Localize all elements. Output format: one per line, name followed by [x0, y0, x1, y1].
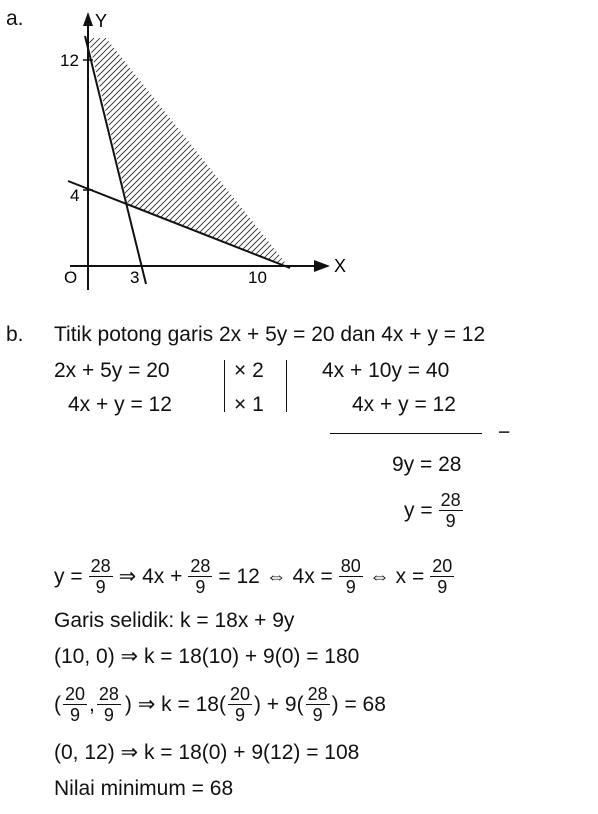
y-solution [404, 490, 465, 531]
fraction-numerator: 28 [440, 490, 461, 510]
hatch-line [0, 0, 78, 300]
x-tick-label-3: 3 [130, 268, 140, 287]
y-axis-label: Y [95, 11, 108, 31]
line2-end: ) = 68 [331, 692, 386, 716]
y-tick-label-12: 12 [60, 51, 79, 70]
x-axis-label: X [334, 256, 347, 276]
hatch-line [90, 0, 360, 300]
hatch-line [0, 0, 282, 300]
hatch-line [30, 0, 330, 300]
fraction-numerator: 20 [65, 684, 86, 704]
fraction-numerator: 80 [340, 556, 361, 576]
hatch-line [84, 0, 360, 300]
hatch-line [0, 0, 138, 300]
hatch-line [108, 0, 360, 300]
y-solution-lhs: y = [404, 498, 433, 522]
hatch-line [228, 0, 360, 300]
hatch-line [0, 0, 114, 300]
hatch-line [276, 0, 360, 300]
hatch-line [0, 0, 234, 300]
hatch-line [0, 0, 60, 300]
equation-1: 2x + 5y = 20 [54, 359, 170, 382]
garis-selidik: Garis selidik: k = 18x + 9y [54, 609, 295, 632]
hatch-line [210, 0, 360, 300]
hatch-line [66, 0, 360, 300]
x-tick-label-10: 10 [248, 268, 267, 287]
hatch-line [168, 0, 360, 300]
fraction-numerator: 20 [229, 684, 250, 704]
y-axis-arrow-icon [83, 12, 93, 26]
hatch-line [0, 0, 168, 300]
hatch-line [0, 0, 72, 300]
part-a-label: a. [6, 7, 24, 30]
substitution-chain [54, 556, 456, 597]
hatch-line [282, 0, 360, 300]
line2-open: ( [54, 692, 61, 716]
fraction-numerator: 28 [98, 684, 119, 704]
equation-2: 4x + y = 12 [68, 393, 172, 416]
line-4x-plus-y-eq-12 [85, 36, 146, 284]
hatch-line [192, 0, 360, 300]
origin-label: O [64, 268, 78, 287]
shaded-region [0, 0, 360, 300]
hatch-line [288, 0, 360, 300]
chain-part-1: y = [54, 564, 83, 588]
hatch-line [0, 0, 126, 300]
hatch-line [270, 0, 360, 300]
hatch-line [0, 0, 144, 300]
multiplier-2: × 1 [234, 393, 264, 416]
fraction-28-9 [97, 684, 121, 725]
fraction-numerator: 20 [432, 556, 453, 576]
chain-part-2: ⇒ 4x + [118, 564, 183, 588]
feasible-region-graph [0, 0, 360, 300]
minimum-result: Nilai minimum = 68 [54, 777, 234, 800]
multiplier-1: × 2 [234, 359, 264, 382]
fraction-denominator: 9 [103, 705, 114, 725]
intro-text: Titik potong garis 2x + 5y = 20 dan 4x + y = 12 [54, 323, 486, 346]
multiplier-bar-right [286, 360, 287, 412]
hatch-line [216, 0, 360, 300]
evaluation-point-1: (10, 0) ⇒ k = 18(10) + 9(0) = 180 [54, 645, 360, 668]
line-2x-plus-5y-eq-20 [68, 181, 290, 268]
hatch-line [0, 0, 216, 300]
line2-comma: , [89, 692, 95, 716]
hatch-line [0, 0, 258, 300]
hatch-line [0, 0, 270, 300]
fraction-20-9 [430, 556, 454, 597]
x-axis-arrow-icon [314, 260, 330, 272]
hatch-line [0, 0, 246, 300]
fraction-denominator: 9 [95, 577, 106, 597]
difference-equation: 9y = 28 [392, 453, 462, 476]
hatch-line [126, 0, 360, 300]
part-b-label: b. [6, 323, 24, 346]
hatch-line [234, 0, 360, 300]
fraction-denominator: 9 [437, 577, 448, 597]
hatch-line [72, 0, 360, 300]
hatch-line [0, 0, 84, 300]
fraction-28-9 [439, 490, 463, 531]
fraction-numerator: 28 [307, 684, 328, 704]
fraction-denominator: 9 [345, 577, 356, 597]
fraction-denominator: 9 [234, 705, 245, 725]
hatch-line [252, 0, 360, 300]
hatch-line [0, 0, 204, 300]
multiplier-bar-left [224, 360, 225, 412]
hatch-line [180, 0, 360, 300]
fraction-denominator: 9 [312, 705, 323, 725]
chain-part-3: = 12 ⇔ 4x = [218, 564, 333, 588]
hatch-line [0, 0, 90, 300]
hatch-line [264, 0, 360, 300]
hatch-line [102, 0, 360, 300]
y-tick-label-4: 4 [70, 186, 80, 205]
hatch-line [0, 0, 108, 300]
hatch-line [0, 0, 180, 300]
fraction-20-9 [228, 684, 252, 725]
result-equation-2: 4x + y = 12 [352, 393, 456, 416]
fraction-numerator: 28 [190, 556, 211, 576]
hatch-line [0, 0, 192, 300]
hatch-line [204, 0, 360, 300]
minus-sign: − [498, 421, 511, 444]
line2-close: ) ⇒ k = 18( [124, 692, 226, 716]
fraction-numerator: 28 [90, 556, 111, 576]
fraction-80-9 [339, 556, 363, 597]
hatch-line [114, 0, 360, 300]
hatch-line [96, 0, 360, 300]
result-equation-1: 4x + 10y = 40 [322, 359, 450, 382]
hatch-line [0, 0, 294, 300]
hatch-line [132, 0, 360, 300]
hatch-line [0, 0, 156, 300]
subtraction-line [330, 433, 482, 434]
hatch-line [36, 0, 336, 300]
line2-mid: ) + 9( [253, 692, 304, 716]
hatch-line [0, 0, 96, 300]
evaluation-point-2 [54, 684, 386, 725]
fraction-28-9 [188, 556, 212, 597]
fraction-denominator: 9 [70, 705, 81, 725]
hatch-line [138, 0, 360, 300]
evaluation-point-3: (0, 12) ⇒ k = 18(0) + 9(12) = 108 [54, 741, 360, 764]
fraction-28-9 [89, 556, 113, 597]
hatch-line [246, 0, 360, 300]
hatch-line [0, 0, 120, 300]
hatch-line [0, 0, 150, 300]
chain-part-4: ⇔ x = [368, 564, 425, 588]
fraction-20-9 [63, 684, 87, 725]
hatch-line [0, 0, 66, 300]
hatch-line [294, 0, 360, 300]
hatch-line [300, 0, 360, 300]
fraction-28-9 [306, 684, 330, 725]
hatch-line [222, 0, 360, 300]
hatch-line [144, 0, 360, 300]
fraction-denominator: 9 [445, 511, 456, 531]
fraction-denominator: 9 [195, 577, 206, 597]
